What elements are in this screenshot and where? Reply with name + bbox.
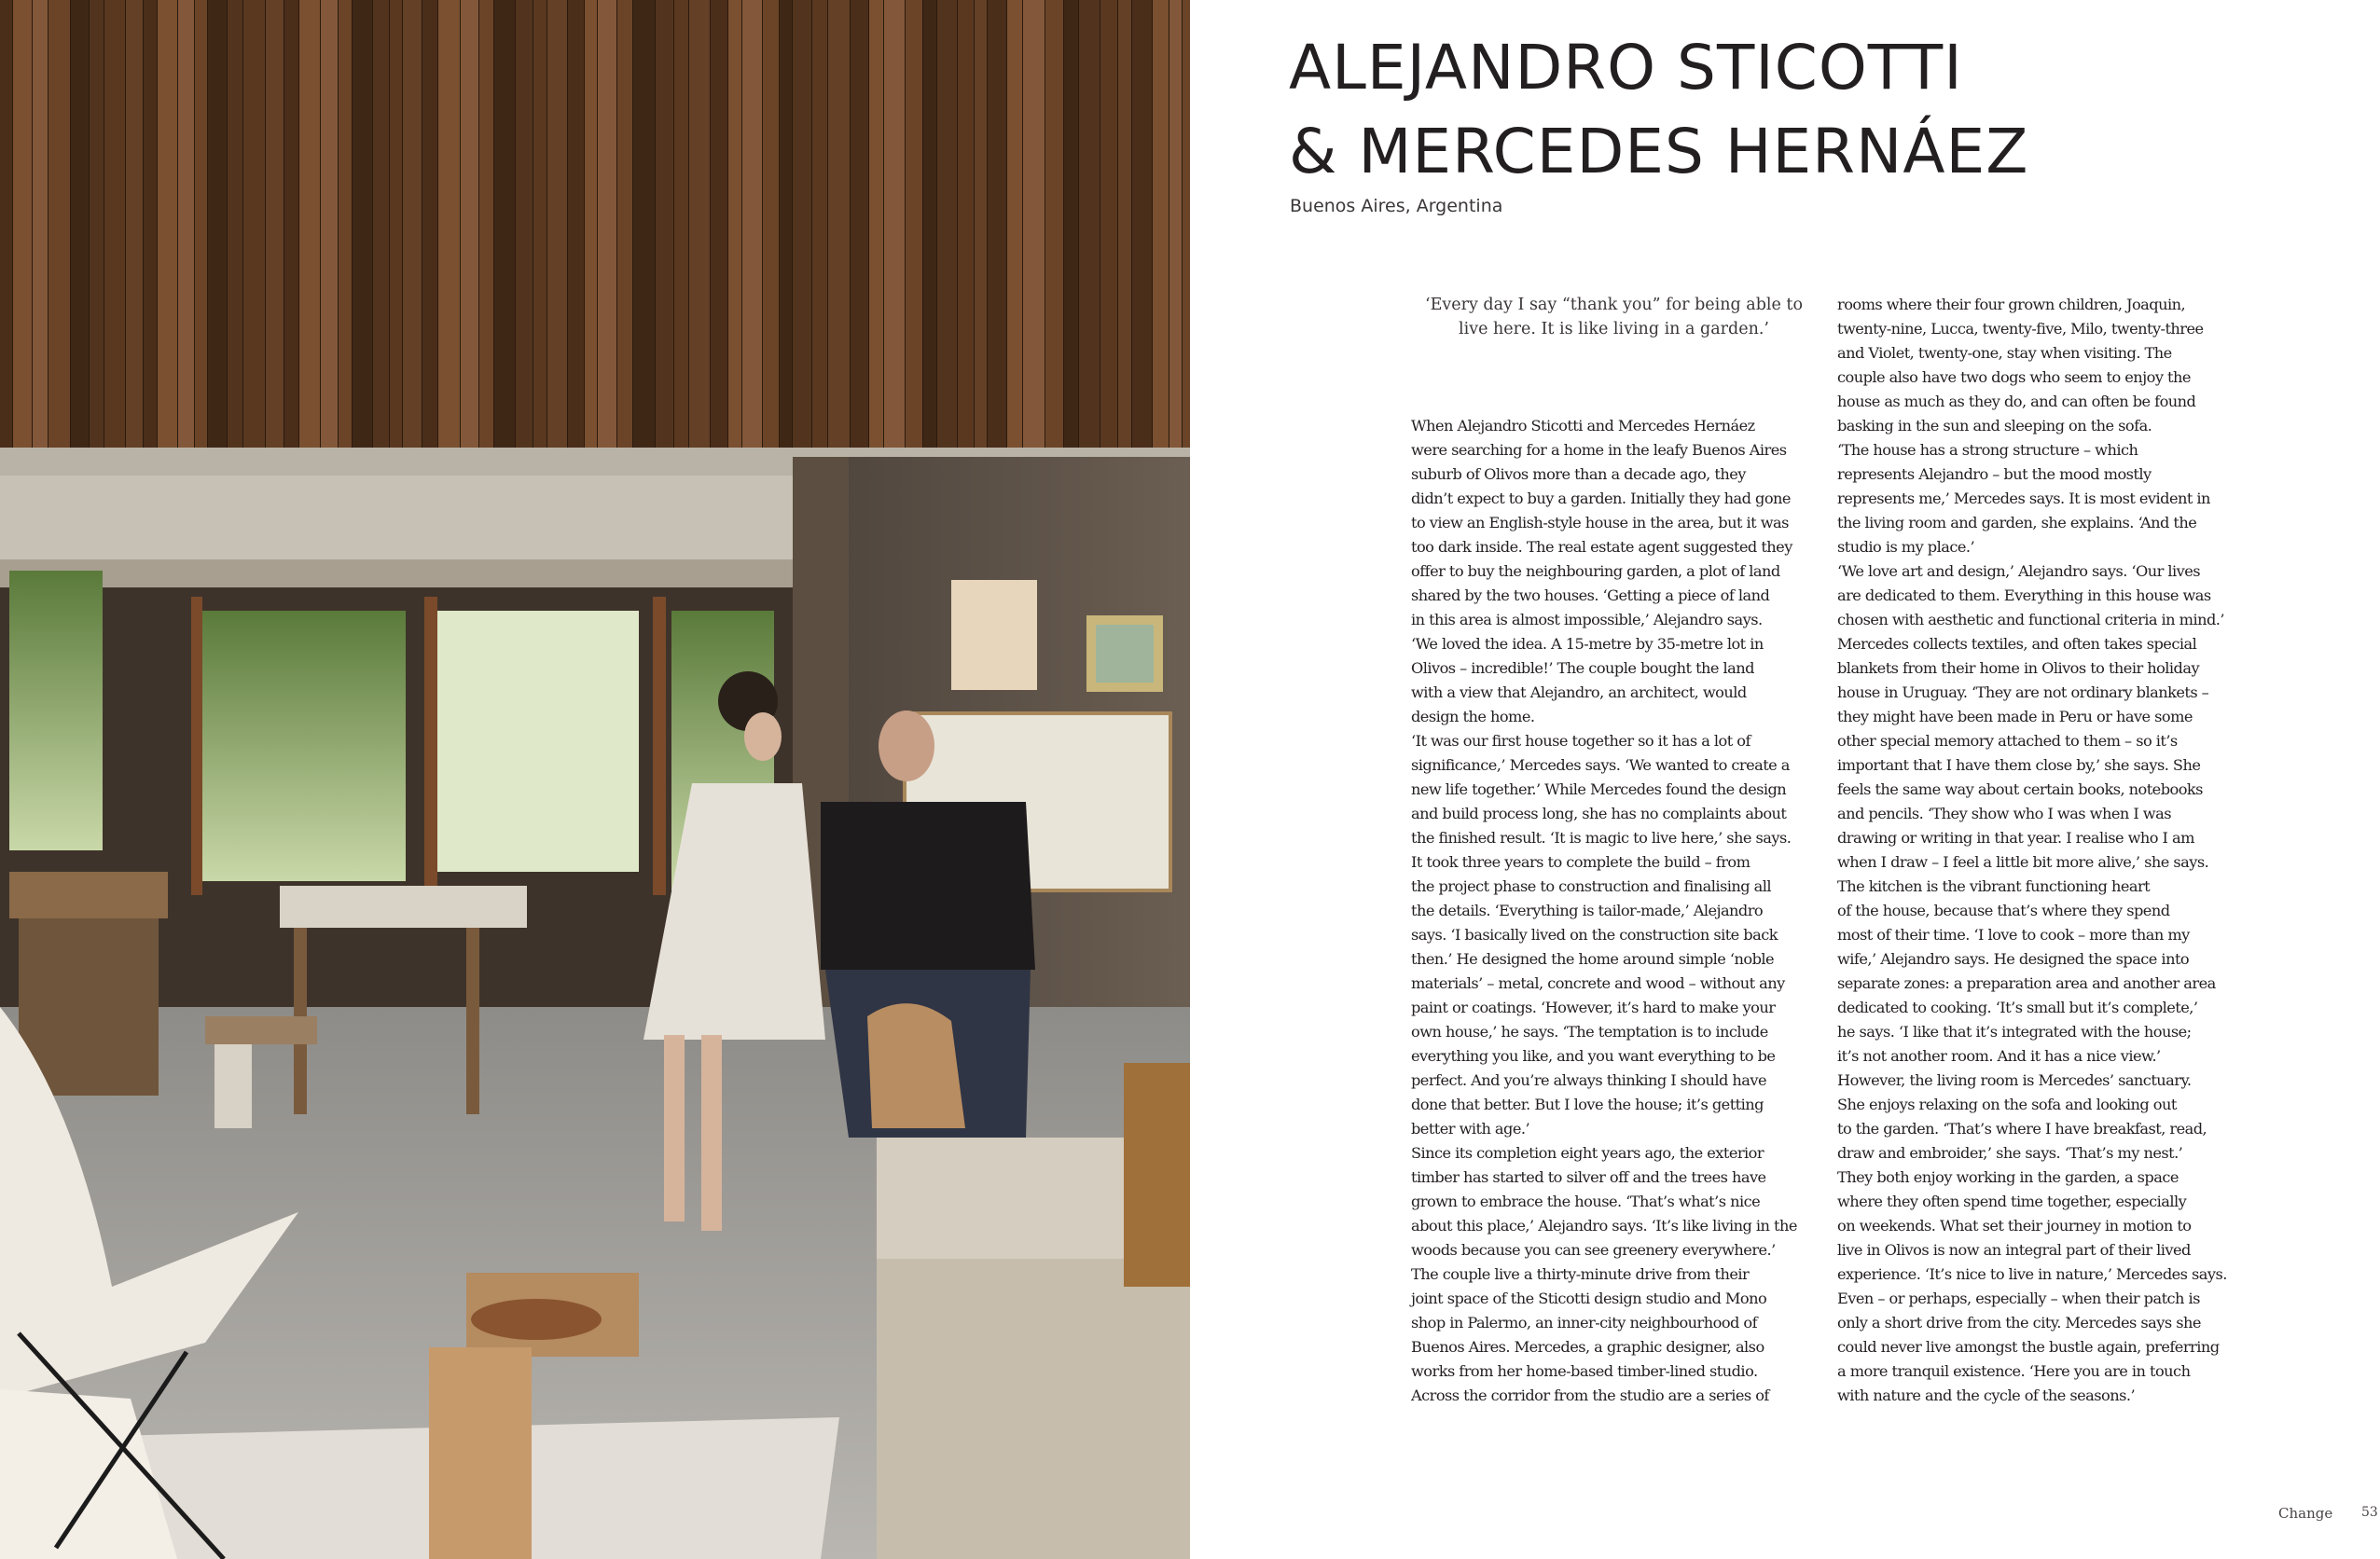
body-text-line: twenty-nine, Lucca, twenty-five, Milo, twenty-three: [1837, 320, 2204, 338]
body-text-line: live in Olivos is now an integral part of their lived: [1837, 1241, 2191, 1259]
title-line-1: ALEJANDRO STICOTTI: [1289, 32, 1963, 103]
body-text-line: materials’ – metal, concrete and wood – without any: [1411, 974, 1785, 992]
body-text-line: important that I have them close by,’ she says. She: [1837, 756, 2201, 774]
body-text-line: too dark inside. The real estate agent suggested they: [1411, 538, 1792, 556]
body-text-line: When Alejandro Sticotti and Mercedes Hernáez: [1411, 417, 1755, 435]
body-text-line: works from her home-based timber-lined studio.: [1411, 1362, 1758, 1380]
body-text-line: basking in the sun and sleeping on the sofa.: [1837, 417, 2152, 435]
body-text-line: Mercedes collects textiles, and often takes special: [1837, 635, 2197, 653]
body-text-line: the finished result. ‘It is magic to live here,’ she says.: [1411, 829, 1792, 847]
body-text-line: Since its completion eight years ago, the exterior: [1411, 1144, 1764, 1162]
body-text-line: The couple live a thirty-minute drive from their: [1411, 1265, 1750, 1283]
body-text-line: he says. ‘I like that it’s integrated with the house;: [1837, 1023, 2192, 1041]
body-text-line: own house,’ he says. ‘The temptation is to include: [1411, 1023, 1768, 1041]
title-line-2: & MERCEDES HERNÁEZ: [1289, 116, 2029, 187]
body-text-line: says. ‘I basically lived on the construction site back: [1411, 926, 1778, 944]
body-text-line: better with age.’: [1411, 1120, 1530, 1138]
body-text-line: dedicated to cooking. ‘It’s small but it’s complete,’: [1837, 999, 2198, 1016]
body-text-line: in this area is almost impossible,’ Alejandro says.: [1411, 611, 1763, 628]
body-text-line: and build process long, she has no complaints about: [1411, 805, 1787, 822]
body-text-line: done that better. But I love the house; it’s getting: [1411, 1096, 1764, 1113]
body-text-line: they might have been made in Peru or have some: [1837, 708, 2193, 725]
body-text-line: represents Alejandro – but the mood mostly: [1837, 465, 2152, 483]
body-text-line: ‘We loved the idea. A 15-metre by 35-metre lot in: [1411, 635, 1764, 653]
body-text-line: on weekends. What set their journey in motion to: [1837, 1217, 2192, 1235]
body-text-line: to the garden. ‘That’s where I have breakfast, read,: [1837, 1120, 2207, 1138]
body-text-line: timber has started to silver off and the trees have: [1411, 1168, 1766, 1186]
body-text-line: wife,’ Alejandro says. He designed the space into: [1837, 950, 2190, 968]
body-text-line: most of their time. ‘I love to cook – more than my: [1837, 926, 2190, 944]
body-text-line: and Violet, twenty-one, stay when visiting. The: [1837, 344, 2172, 362]
body-column-2: [1837, 293, 2246, 1408]
body-column-1: [1411, 414, 1820, 1408]
body-text-line: drawing or writing in that year. I realise who I am: [1837, 829, 2194, 847]
body-text-line: it’s not another room. And it has a nice view.’: [1837, 1047, 2161, 1065]
body-text-line: suburb of Olivos more than a decade ago, they: [1411, 465, 1746, 483]
body-text-line: the project phase to construction and finalising all: [1411, 877, 1771, 895]
body-text-line: then.’ He designed the home around simple ‘noble: [1411, 950, 1775, 968]
body-text-line: couple also have two dogs who seem to enjoy the: [1837, 368, 2191, 386]
body-text-line: significance,’ Mercedes says. ‘We wanted to create a: [1411, 756, 1790, 774]
body-text-line: a more tranquil existence. ‘Here you are in touch: [1837, 1362, 2191, 1380]
body-text-line: ‘It was our first house together so it has a lot of: [1411, 732, 1750, 750]
body-text-line: other special memory attached to them – so it’s: [1837, 732, 2178, 750]
body-text-line: grown to embrace the house. ‘That’s what’s nice: [1411, 1193, 1761, 1210]
body-text-line: The kitchen is the vibrant functioning heart: [1837, 877, 2151, 895]
body-text-line: Even – or perhaps, especially – when their patch is: [1837, 1290, 2200, 1307]
body-text-line: studio is my place.’: [1837, 538, 1975, 556]
body-text-line: with a view that Alejandro, an architect, would: [1411, 683, 1747, 701]
body-text-line: and pencils. ‘They show who I was when I was: [1837, 805, 2171, 822]
article-title: [1289, 26, 2028, 194]
body-text-line: of the house, because that’s where they spend: [1837, 902, 2170, 919]
body-text-line: design the home.: [1411, 708, 1535, 725]
body-text-line: were searching for a home in the leafy Buenos Aires: [1411, 441, 1787, 459]
body-text-line: They both enjoy working in the garden, a space: [1837, 1168, 2179, 1186]
body-text-line: perfect. And you’re always thinking I should have: [1411, 1071, 1767, 1089]
body-text-line: with nature and the cycle of the seasons.’: [1837, 1387, 2136, 1404]
body-text-line: ‘The house has a strong structure – which: [1837, 441, 2138, 459]
body-text-line: only a short drive from the city. Mercedes says she: [1837, 1314, 2201, 1331]
body-text-line: didn’t expect to buy a garden. Initially they had gone: [1411, 490, 1791, 507]
body-text-line: woods because you can see greenery everywhere.’: [1411, 1241, 1776, 1259]
body-text-line: new life together.’ While Mercedes found the design: [1411, 780, 1787, 798]
pull-quote: ‘Every day I say “thank you” for being able to live here. It is like living in a garden.’: [1425, 296, 1803, 338]
timber-wall-boards: [0, 0, 1190, 452]
body-text-line: She enjoys relaxing on the sofa and looking out: [1837, 1096, 2177, 1113]
body-text-line: chosen with aesthetic and functional criteria in mind.’: [1837, 611, 2224, 628]
body-text-line: joint space of the Sticotti design studio and Mono: [1411, 1290, 1767, 1307]
body-text-line: offer to buy the neighbouring garden, a plot of land: [1411, 562, 1780, 580]
body-text-line: about this place,’ Alejandro says. ‘It’s like living in the: [1411, 1217, 1797, 1235]
body-text-line: when I draw – I feel a little bit more alive,’ she says.: [1837, 853, 2209, 871]
body-text-line: draw and embroider,’ she says. ‘That’s my nest.’: [1837, 1144, 2183, 1162]
body-text-line: It took three years to complete the build – from: [1411, 853, 1750, 871]
body-text-line: separate zones: a preparation area and another area: [1837, 974, 2216, 992]
body-text-line: could never live amongst the bustle again, preferring: [1837, 1338, 2220, 1356]
body-text-line: ‘We love art and design,’ Alejandro says. ‘Our lives: [1837, 562, 2201, 580]
body-text-line: rooms where their four grown children, Joaquin,: [1837, 296, 2186, 313]
body-text-line: represents me,’ Mercedes says. It is most evident in: [1837, 490, 2210, 507]
section-footer-label: Change: [2278, 1505, 2333, 1522]
body-text-line: to view an English-style house in the area, but it was: [1411, 514, 1789, 531]
body-text-line: the details. ‘Everything is tailor-made,’ Alejandro: [1411, 902, 1764, 919]
body-text-line: house in Uruguay. ‘They are not ordinary blankets –: [1837, 683, 2209, 701]
article-page: [1190, 0, 2380, 1559]
body-text-line: the living room and garden, she explains. ‘And the: [1837, 514, 2197, 531]
body-text-line: experience. ‘It’s nice to live in nature,’ Mercedes says.: [1837, 1265, 2227, 1283]
body-text-line: Across the corridor from the studio are a series of: [1411, 1387, 1769, 1404]
body-text-line: where they often spend time together, especially: [1837, 1193, 2187, 1210]
body-text-line: Olivos – incredible!’ The couple bought the land: [1411, 659, 1754, 677]
page-number: 53: [2361, 1505, 2378, 1520]
body-text-line: house as much as they do, and can often be found: [1837, 393, 2196, 410]
body-text-line: everything you like, and you want everything to be: [1411, 1047, 1776, 1065]
body-text-line: Buenos Aires. Mercedes, a graphic designer, also: [1411, 1338, 1764, 1356]
body-text-line: are dedicated to them. Everything in this house was: [1837, 586, 2211, 604]
body-text-line: blankets from their home in Olivos to their holiday: [1837, 659, 2200, 677]
body-text-line: However, the living room is Mercedes’ sanctuary.: [1837, 1071, 2192, 1089]
body-text-line: shop in Palermo, an inner-city neighbourhood of: [1411, 1314, 1758, 1331]
article-location: Buenos Aires, Argentina: [1290, 196, 1503, 216]
body-text-line: shared by the two houses. ‘Getting a piece of land: [1411, 586, 1770, 604]
body-text-line: paint or coatings. ‘However, it’s hard to make your: [1411, 999, 1776, 1016]
body-text-line: feels the same way about certain books, notebooks: [1837, 780, 2203, 798]
